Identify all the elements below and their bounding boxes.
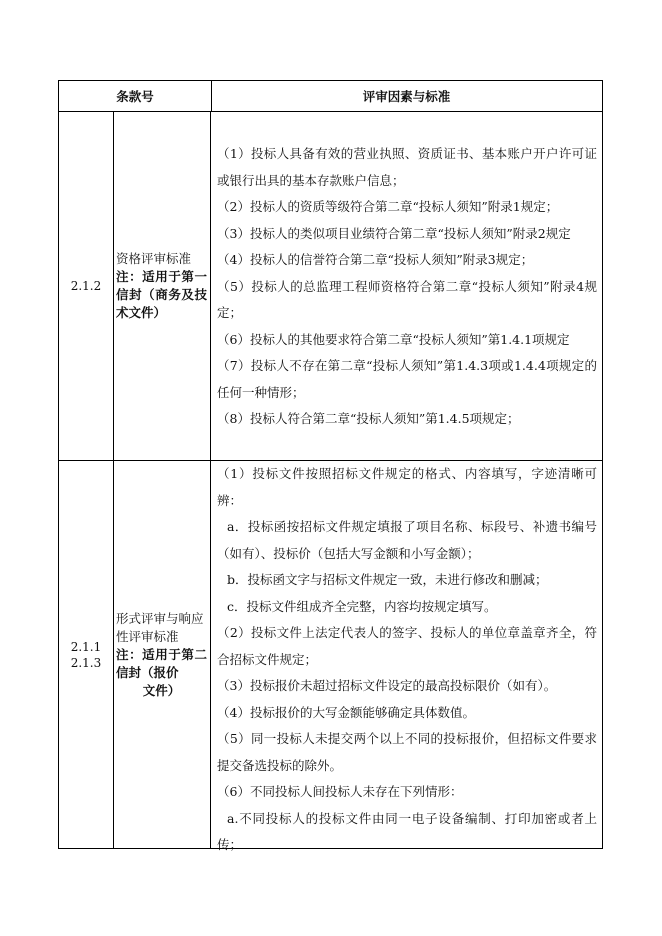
criteria-item: （2）投标文件上法定代表人的签字、投标人的单位章盖章齐全，符合招标文件规定； [217, 625, 597, 667]
criteria-item: （4）投标报价的大写金额能够确定具体数值。 [217, 704, 475, 720]
clause-title [113, 111, 211, 460]
criteria-item: （7）投标人不存在第二章“投标人须知”第1.4.3项或1.4.4项规定的任何一种情形； [217, 358, 597, 400]
criteria-item: （3）投标报价未超过招标文件设定的最高投标限价（如有）。 [217, 678, 557, 693]
criteria-item: （1）投标文件按照招标文件规定的格式、内容填写，字迹清晰可辨： [217, 466, 597, 508]
criteria-item: b．投标函文字与招标文件规定一致，未进行修改和删减； [227, 572, 548, 587]
clause-title-text: 资格评审标准 [116, 250, 192, 266]
clause-number [59, 111, 114, 460]
criteria-item: （2）投标人的资质等级符合第二章“投标人须知”附录1规定； [217, 199, 559, 214]
clause-title [113, 461, 211, 849]
criteria-content [211, 111, 602, 460]
clause-title-text: 形式评审与响应性评审标准 [116, 611, 204, 644]
criteria-item: （1）投标人具备有效的营业执照、资质证书、基本账户开户许可证或银行出具的基本存款账户信息； [217, 146, 597, 188]
clause-note: 注：适用于第二信封（报价 [116, 647, 207, 680]
criteria-item: （3）投标人的类似项目业绩符合第二章“投标人须知”附录2规定 [217, 225, 571, 241]
table-header [59, 81, 602, 112]
clause-note-end: 文件） [142, 683, 181, 698]
criteria-item: c．投标文件组成齐全完整，内容均按规定填写。 [227, 598, 497, 614]
criteria-item: （6）不同投标人间投标人未存在下列情形： [217, 784, 463, 799]
criteria-item: a．投标函按招标文件规定填报了项目名称、标段号、补遗书编号（如有）、投标价（包括大写金额和小写金额）； [217, 519, 597, 561]
criteria-table [58, 80, 603, 852]
table-row [59, 111, 602, 461]
criteria-item: （5）同一投标人未提交两个以上不同的投标报价，但招标文件要求提交备选投标的除外。 [217, 731, 597, 773]
clause-note: 注：适用于第一信封（商务及技术文件） [116, 268, 207, 320]
criteria-item: （8）投标人符合第二章“投标人须知”第1.4.5项规定； [217, 411, 520, 426]
criteria-item: （4）投标人的信誉符合第二章“投标人须知”附录3规定； [217, 252, 534, 267]
criteria-content [211, 461, 602, 852]
header-criteria: 评审因素与标准 [362, 89, 451, 104]
criteria-item: （6）投标人的其他要求符合第二章“投标人须知”第1.4.1项规定 [217, 331, 570, 347]
clause-number [59, 461, 114, 849]
header-clause-number: 条款号 [59, 81, 212, 111]
clause-number-line: 2.1.2 [70, 278, 102, 293]
clause-number-line: 2.1.3 [70, 656, 102, 670]
clause-number-line: 2.1.1 [70, 640, 102, 654]
criteria-item: （5）投标人的总监理工程师资格符合第二章“投标人须知”附录4规定； [217, 278, 597, 320]
criteria-item: a.不同投标人的投标文件由同一电子设备编制、打印加密或者上传； [217, 810, 597, 852]
table-row [59, 461, 602, 852]
